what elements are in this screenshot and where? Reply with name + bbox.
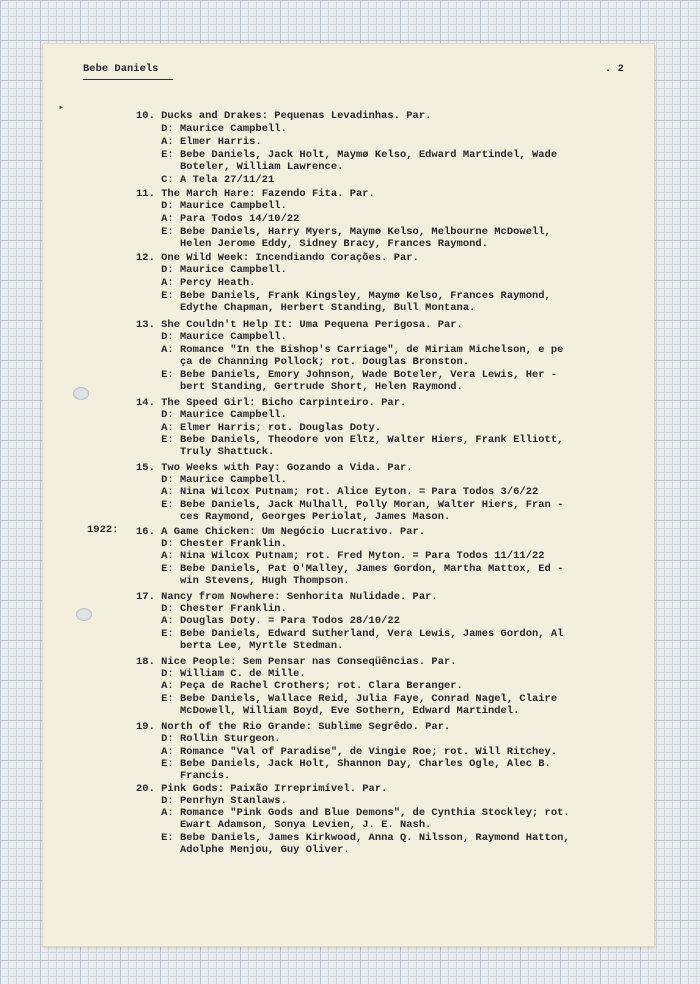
entry-line: 17. Nancy from Nowhere: Senhorita Nulidade. Par. (136, 591, 438, 603)
entry-line: D: Maurice Campbell. (136, 409, 287, 421)
entry-line: D: Maurice Campbell. (136, 331, 287, 343)
entry-line: Adolphe Menjou, Guy Oliver. (136, 844, 350, 856)
entry-line: Truly Shattuck. (136, 446, 275, 458)
header-author: Bebe Daniels (83, 63, 159, 75)
entry-line: berta Lee, Myrtle Stedman. (136, 640, 344, 652)
entry-line: E: Bebe Daniels, Theodore von Eltz, Walter Hiers, Frank Elliott, (136, 434, 564, 446)
entry-line: 15. Two Weeks with Pay: Gozando a Vida. Par. (136, 462, 413, 474)
entry-line: 12. One Wild Week: Incendiando Corações. Par. (136, 252, 419, 264)
entry-line: D: Maurice Campbell. (136, 474, 287, 486)
entry-line: E: Bebe Daniels, Jack Holt, Shannon Day, Charles Ogle, Alec B. (136, 758, 551, 770)
year-margin-note: 1922: (87, 524, 119, 536)
entry-line: A: Peça de Rachel Crothers; rot. Clara Beranger. (136, 680, 463, 692)
entry-line: E: Bebe Daniels, Pat O'Malley, James Gordon, Martha Mattox, Ed - (136, 563, 564, 575)
punch-hole (76, 608, 92, 621)
entry-line: A: Percy Heath. (136, 277, 256, 289)
entry-line: D: Chester Franklin. (136, 603, 287, 615)
entry-line: A: Romance "Val of Paradise", de Vingie Roe; rot. Will Ritchey. (136, 746, 558, 758)
entry-line: A: Elmer Harris; rot. Douglas Doty. (136, 422, 382, 434)
entry-line: Edythe Chapman, Herbert Standing, Bull Montana. (136, 302, 476, 314)
entry-line: 10. Ducks and Drakes: Pequenas Levadinhas. Par. (136, 110, 432, 122)
entry-line: 19. North of the Rio Grande: Sublime Segrêdo. Par. (136, 721, 451, 733)
entry-line: D: Maurice Campbell. (136, 200, 287, 212)
entry-line: McDowell, William Boyd, Eve Sothern, Edward Martindel. (136, 705, 520, 717)
header-underline (83, 79, 173, 80)
page-number: . 2 (605, 63, 624, 75)
entry-line: A: Romance "In the Bishop's Carriage", de Miriam Michelson, e pe (136, 344, 564, 356)
entry-line: E: Bebe Daniels, Jack Holt, Maymø Kelso, Edward Martindel, Wade (136, 149, 558, 161)
entry-line: E: Bebe Daniels, Edward Sutherland, Vera Lewis, James Gordon, Al (136, 628, 564, 640)
entry-line: 14. The Speed Girl: Bicho Carpinteiro. Par. (136, 397, 407, 409)
entry-line: ça de Channing Pollock; rot. Douglas Bronston. (136, 356, 470, 368)
entry-line: D: Maurice Campbell. (136, 264, 287, 276)
entry-line: A: Para Todos 14/10/22 (136, 213, 300, 225)
entry-line: D: Penrhyn Stanlaws. (136, 795, 287, 807)
entry-line: Francis. (136, 770, 231, 782)
entry-line: 11. The March Hare: Fazendo Fita. Par. (136, 188, 375, 200)
entry-line: A: Elmer Harris. (136, 136, 262, 148)
punch-hole (73, 387, 89, 400)
entry-line: E: Bebe Daniels, James Kirkwood, Anna Q. Nilsson, Raymond Hatton, (136, 832, 570, 844)
entry-line: 16. A Game Chicken: Um Negócio Lucrativo. Par. (136, 526, 426, 538)
margin-tick: ‣ (58, 104, 65, 115)
entry-line: win Stevens, Hugh Thompson. (136, 575, 350, 587)
entry-line: A: Douglas Doty. = Para Todos 28/10/22 (136, 615, 400, 627)
entry-line: A: Nina Wilcox Putnam; rot. Alice Eyton. = Para Todos 3/6/22 (136, 486, 539, 498)
entry-line: D: Chester Franklin. (136, 538, 287, 550)
entry-line: E: Bebe Daniels, Wallace Reid, Julia Faye, Conrad Nagel, Claire (136, 693, 558, 705)
entry-line: A: Nina Wilcox Putnam; rot. Fred Myton. = Para Todos 11/11/22 (136, 550, 545, 562)
entry-line: 13. She Couldn't Help It: Uma Pequena Perigosa. Par. (136, 319, 463, 331)
entry-line: E: Bebe Daniels, Frank Kingsley, Maymø Kelso, Frances Raymond, (136, 290, 551, 302)
entry-line: A: Romance "Pink Gods and Blue Demons", de Cynthia Stockley; rot. (136, 807, 570, 819)
entry-line: D: William C. de Mille. (136, 668, 306, 680)
entry-line: C: A Tela 27/11/21 (136, 174, 275, 186)
entry-line: bert Standing, Gertrude Short, Helen Raymond. (136, 381, 463, 393)
entry-line: D: Maurice Campbell. (136, 123, 287, 135)
entry-line: D: Rollin Sturgeon. (136, 733, 281, 745)
entry-line: ces Raymond, Georges Periolat, James Mason. (136, 511, 451, 523)
entry-line: Ewart Adamson, Sonya Levien, J. E. Nash. (136, 819, 432, 831)
entry-line: E: Bebe Daniels, Jack Mulhall, Polly Moran, Walter Hiers, Fran - (136, 499, 564, 511)
entry-line: 20. Pink Gods: Paixão Irreprimível. Par. (136, 783, 388, 795)
entry-line: 18. Nice People: Sem Pensar nas Conseqüências. Par. (136, 656, 457, 668)
entry-line: E: Bebe Daniels, Emory Johnson, Wade Boteler, Vera Lewis, Her - (136, 369, 558, 381)
entry-line: Boteler, William Lawrence. (136, 161, 344, 173)
entry-line: Helen Jerome Eddy, Sidney Bracy, Frances Raymond. (136, 238, 488, 250)
entry-line: E: Bebe Daniels, Harry Myers, Maymø Kelso, Melbourne McDowell, (136, 226, 551, 238)
